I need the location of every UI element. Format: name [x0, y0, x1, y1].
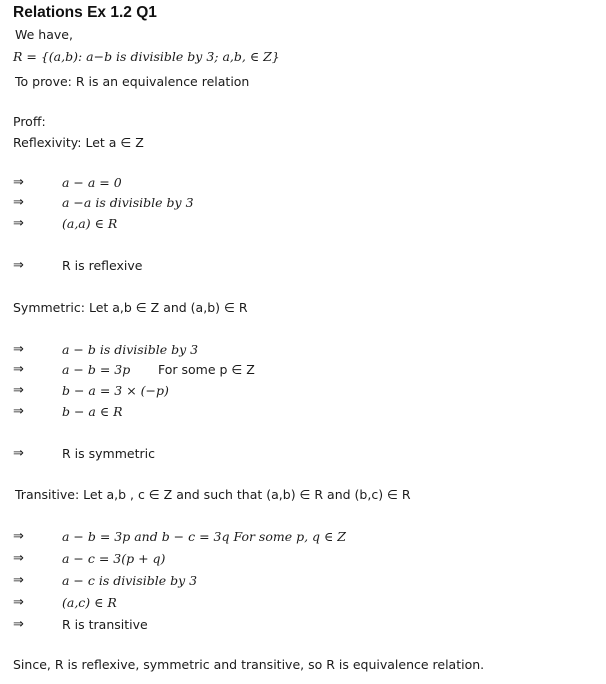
final-conclusion: Since, R is reflexive, symmetric and transitive, so R is equivalence relation. [13, 657, 485, 672]
relation-definition [13, 49, 280, 65]
to-prove-text: To prove: R is an equivalence relation [15, 74, 250, 89]
implies-arrow: ⇒ [13, 446, 24, 461]
page-title: Relations Ex 1.2 Q1 [13, 4, 157, 21]
implies-arrow: ⇒ [13, 573, 24, 588]
reflexivity-step-1: a − a = 0 [62, 175, 122, 190]
implies-arrow: ⇒ [13, 216, 24, 231]
implies-arrow: ⇒ [13, 362, 24, 377]
proof-heading: Proff: [13, 114, 46, 129]
transitive-conclusion: R is transitive [62, 617, 148, 632]
implies-arrow: ⇒ [13, 383, 24, 398]
symmetric-step-3: b − a = 3 × (−p) [62, 383, 169, 398]
reflexivity-heading: Reflexivity: Let a ∈ Z [13, 135, 144, 150]
implies-arrow: ⇒ [13, 529, 24, 544]
reflexivity-conclusion: R is reflexive [62, 258, 143, 273]
implies-arrow: ⇒ [13, 342, 24, 357]
transitive-step-4: (a,c) ∈ R [62, 595, 117, 610]
relation-set-builder: = {(a,b): a−b is divisible by 3; a,b, ∈ Z} [22, 49, 280, 64]
symmetric-conclusion: R is symmetric [62, 446, 155, 461]
we-have-text: We have, [15, 27, 73, 42]
symmetric-step-2-condition: For some p ∈ Z [158, 362, 255, 377]
implies-arrow: ⇒ [13, 195, 24, 210]
reflexivity-step-3: (a,a) ∈ R [62, 216, 118, 231]
symmetric-step-4: b − a ∈ R [62, 404, 123, 419]
symmetric-step-2: a − b = 3p [62, 362, 131, 377]
implies-arrow: ⇒ [13, 258, 24, 273]
implies-arrow: ⇒ [13, 617, 24, 632]
symmetric-step-1: a − b is divisible by 3 [62, 342, 199, 357]
relation-symbol: R [13, 49, 23, 64]
implies-arrow: ⇒ [13, 404, 24, 419]
transitive-step-1: a − b = 3p and b − c = 3q For some p, q ∈ Z [62, 529, 346, 544]
transitive-step-3: a − c is divisible by 3 [62, 573, 198, 588]
transitive-heading: Transitive: Let a,b , c ∈ Z and such that (a,b) ∈ R and (b,c) ∈ R [15, 487, 411, 502]
implies-arrow: ⇒ [13, 595, 24, 610]
transitive-step-2: a − c = 3(p + q) [62, 551, 166, 566]
implies-arrow: ⇒ [13, 175, 24, 190]
reflexivity-step-2: a −a is divisible by 3 [62, 195, 194, 210]
symmetric-heading: Symmetric: Let a,b ∈ Z and (a,b) ∈ R [13, 300, 248, 315]
implies-arrow: ⇒ [13, 551, 24, 566]
